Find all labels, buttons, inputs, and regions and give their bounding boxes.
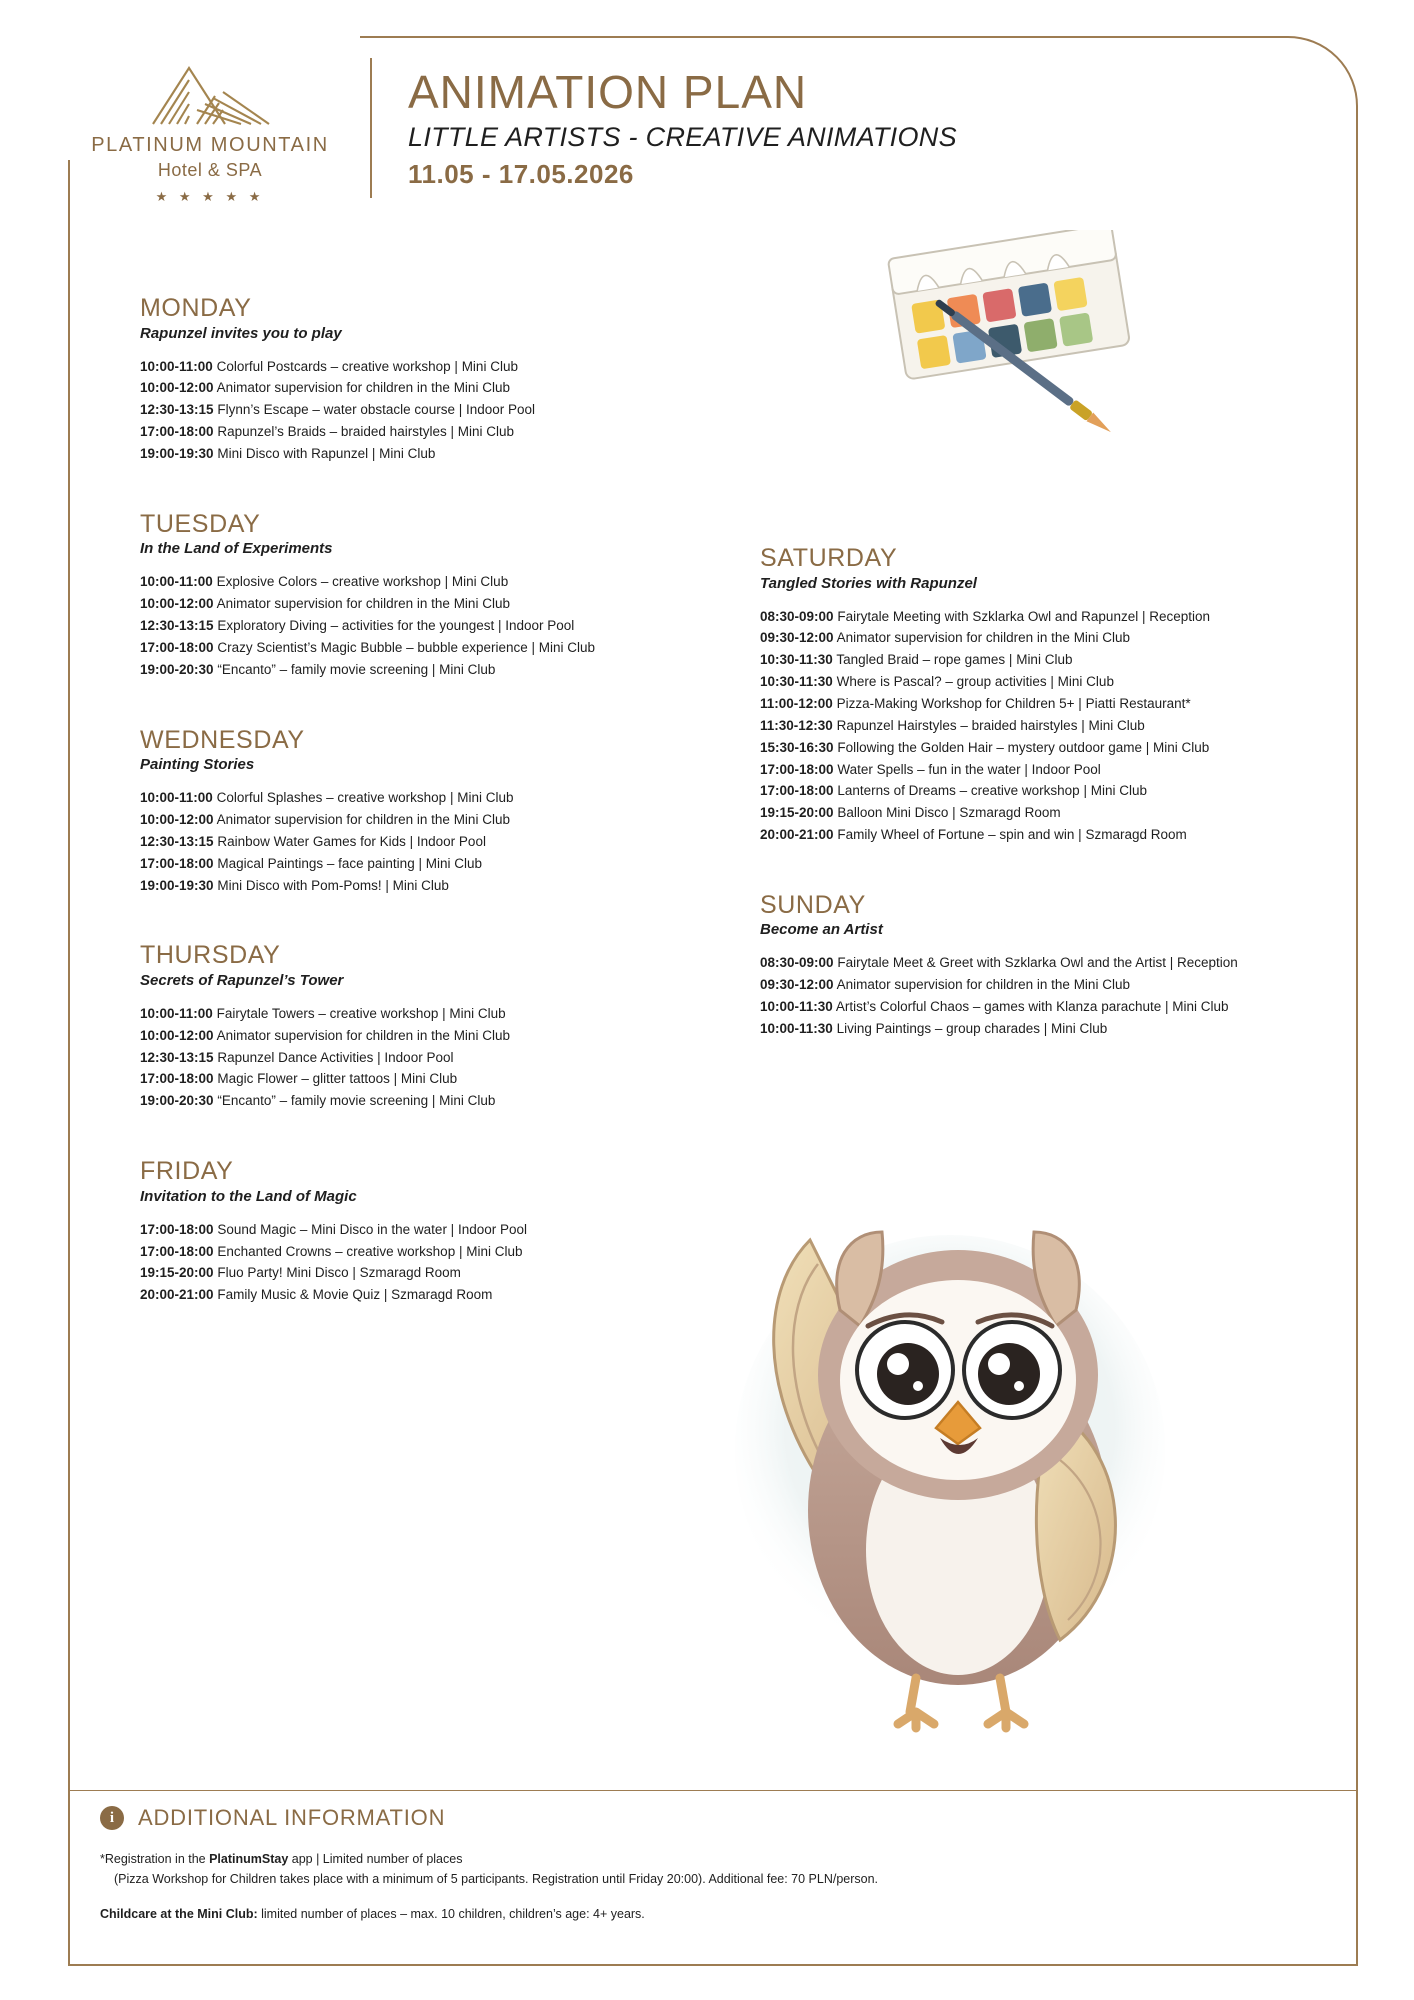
- item-time: 20:00-21:00: [140, 1287, 214, 1303]
- item-time: 19:00-20:30: [140, 661, 214, 677]
- item-text: Fluo Party! Mini Disco | Szmaragd Room: [217, 1265, 461, 1281]
- schedule-item: [760, 693, 1320, 715]
- schedule-item: [140, 853, 700, 875]
- schedule-item: [760, 996, 1320, 1018]
- schedule-item: [760, 627, 1320, 649]
- item-time: 19:15-20:00: [760, 805, 834, 821]
- day-tagline: In the Land of Experiments: [140, 540, 333, 558]
- day-block-saturday: [760, 545, 1320, 846]
- schedule-item: [140, 809, 700, 831]
- item-time: 15:30-16:30: [760, 739, 834, 755]
- schedule-item: [760, 606, 1320, 628]
- day-block-thursday: [140, 942, 700, 1112]
- item-text: Animator supervision for children in the Mini Club: [216, 1027, 510, 1043]
- schedule-item: [140, 875, 700, 897]
- date-range: 11.05 - 17.05.2026: [408, 159, 634, 190]
- item-text: Rapunzel Dance Activities | Indoor Pool: [217, 1049, 454, 1065]
- brand-name: PLATINUM MOUNTAIN: [91, 134, 329, 156]
- item-time: 12:30-13:15: [140, 833, 214, 849]
- page-title: ANIMATION PLAN: [408, 66, 808, 118]
- footer-registration-note: [100, 1849, 1320, 1869]
- day-name: SUNDAY: [760, 890, 866, 919]
- item-time: 10:00-12:00: [140, 1027, 214, 1043]
- item-text: “Encanto” – family movie screening | Mini Club: [217, 661, 496, 677]
- item-text: “Encanto” – family movie screening | Mini Club: [217, 1093, 496, 1109]
- item-time: 09:30-12:00: [760, 630, 834, 646]
- item-time: 12:30-13:15: [140, 402, 214, 418]
- schedule-item: [760, 649, 1320, 671]
- footer-heading: [100, 1805, 1320, 1831]
- item-time: 17:00-18:00: [140, 424, 214, 440]
- item-time: 17:00-18:00: [140, 639, 214, 655]
- item-time: 17:00-18:00: [140, 1071, 214, 1087]
- brand-subtitle: Hotel & SPA: [157, 160, 263, 180]
- item-time: 17:00-18:00: [140, 1243, 214, 1259]
- item-text: Explosive Colors – creative workshop | Mini Club: [216, 574, 509, 590]
- item-time: 17:00-18:00: [760, 783, 834, 799]
- item-text: Colorful Postcards – creative workshop | Mini Club: [216, 358, 518, 374]
- footer: [100, 1805, 1320, 1924]
- item-text: Fairytale Towers – creative workshop | Mini Club: [216, 1005, 506, 1021]
- schedule-item: [140, 1262, 700, 1284]
- schedule-item: [760, 759, 1320, 781]
- schedule-item: [140, 1068, 700, 1090]
- day-name: WEDNESDAY: [140, 725, 305, 754]
- item-time: 17:00-18:00: [140, 1221, 214, 1237]
- day-block-friday: [140, 1158, 700, 1306]
- schedule-item: [140, 1219, 700, 1241]
- footer-line1-prefix: *Registration in the: [100, 1852, 210, 1866]
- schedule-item: [760, 1018, 1320, 1040]
- schedule-item: [760, 974, 1320, 996]
- watercolor-palette-illustration: [885, 230, 1175, 460]
- schedule-item: [760, 715, 1320, 737]
- item-time: 10:00-11:00: [140, 358, 213, 374]
- item-text: Water Spells – fun in the water | Indoor Pool: [837, 761, 1101, 777]
- owl-mascot-illustration: [700, 1180, 1220, 1780]
- schedule-item: [140, 1090, 700, 1112]
- title-block: [408, 40, 957, 190]
- schedule-item: [760, 802, 1320, 824]
- schedule-item: [140, 571, 700, 593]
- item-text: Artist’s Colorful Chaos – games with Klanza parachute | Mini Club: [835, 999, 1229, 1015]
- app-name: PlatinumStay: [209, 1852, 289, 1866]
- header: [60, 40, 1180, 220]
- item-text: Following the Golden Hair – mystery outdoor game | Mini Club: [837, 739, 1210, 755]
- item-time: 19:15-20:00: [140, 1265, 214, 1281]
- item-text: Exploratory Diving – activities for the youngest | Indoor Pool: [217, 618, 575, 634]
- item-time: 19:00-20:30: [140, 1093, 214, 1109]
- day-name: MONDAY: [140, 294, 252, 322]
- schedule-item: [140, 399, 700, 421]
- schedule-item: [140, 615, 700, 637]
- item-time: 19:00-19:30: [140, 877, 214, 893]
- item-time: 17:00-18:00: [140, 855, 214, 871]
- day-tagline: Secrets of Rapunzel’s Tower: [140, 971, 344, 989]
- item-text: Animator supervision for children in the Mini Club: [216, 811, 510, 827]
- item-text: Family Wheel of Fortune – spin and win | Szmaragd Room: [837, 827, 1187, 843]
- schedule-item: [140, 1047, 700, 1069]
- item-time: 08:30-09:00: [760, 608, 834, 624]
- schedule-item: [140, 637, 700, 659]
- day-block-monday: [140, 295, 700, 465]
- header-divider: [370, 58, 372, 198]
- item-time: 09:30-12:00: [760, 977, 834, 993]
- item-time: 10:00-11:00: [140, 1005, 213, 1021]
- schedule-item: [760, 671, 1320, 693]
- mountain-logo-icon: [145, 58, 275, 128]
- schedule-item: [760, 780, 1320, 802]
- footer-pizza-note: (Pizza Workshop for Children takes place with a minimum of 5 participants. Registration until Friday 20:00). Additional fee: 70 PLN/person.: [114, 1872, 879, 1887]
- item-text: Mini Disco with Pom-Poms! | Mini Club: [217, 877, 449, 893]
- day-name: FRIDAY: [140, 1157, 234, 1186]
- day-tagline: Tangled Stories with Rapunzel: [760, 574, 977, 592]
- item-text: Flynn’s Escape – water obstacle course | Indoor Pool: [217, 402, 536, 418]
- schedule-item: [140, 1241, 700, 1263]
- brand-stars: ★ ★ ★ ★ ★: [155, 189, 265, 204]
- item-time: 12:30-13:15: [140, 1049, 214, 1065]
- schedule-item: [140, 831, 700, 853]
- item-text: Balloon Mini Disco | Szmaragd Room: [837, 805, 1061, 821]
- footer-line1-suffix: app | Limited number of places: [288, 1852, 463, 1866]
- brand-logo: [60, 40, 360, 205]
- item-text: Magical Paintings – face painting | Mini Club: [217, 855, 482, 871]
- item-text: Animator supervision for children in the Mini Club: [836, 630, 1130, 646]
- childcare-label: Childcare at the Mini Club:: [100, 1906, 258, 1921]
- item-text: Tangled Braid – rope games | Mini Club: [836, 652, 1073, 668]
- day-block-tuesday: [140, 511, 700, 681]
- childcare-text: limited number of places – max. 10 children, children’s age: 4+ years.: [257, 1906, 645, 1921]
- schedule-item: [140, 1003, 700, 1025]
- day-block-sunday: [760, 892, 1320, 1040]
- schedule-item: [140, 659, 700, 681]
- item-text: Animator supervision for children in the Mini Club: [216, 596, 510, 612]
- info-icon: i: [100, 1806, 124, 1830]
- schedule-item: [140, 443, 700, 465]
- item-time: 19:00-19:30: [140, 445, 214, 461]
- item-text: Pizza-Making Workshop for Children 5+ | Piatti Restaurant*: [836, 695, 1191, 711]
- day-tagline: Rapunzel invites you to play: [140, 324, 342, 342]
- item-time: 10:00-12:00: [140, 811, 214, 827]
- item-time: 10:00-11:30: [760, 999, 833, 1015]
- schedule-item: [760, 952, 1320, 974]
- item-time: 17:00-18:00: [760, 761, 834, 777]
- item-text: Lanterns of Dreams – creative workshop | Mini Club: [837, 783, 1147, 799]
- item-text: Family Music & Movie Quiz | Szmaragd Room: [217, 1287, 493, 1303]
- day-tagline: Become an Artist: [760, 921, 883, 939]
- footer-title: ADDITIONAL INFORMATION: [138, 1805, 446, 1830]
- item-time: 10:00-11:30: [760, 1021, 833, 1037]
- item-text: Crazy Scientist’s Magic Bubble – bubble experience | Mini Club: [217, 639, 596, 655]
- footer-divider: [70, 1790, 1356, 1791]
- item-text: Fairytale Meeting with Szklarka Owl and Rapunzel | Reception: [837, 608, 1211, 624]
- day-name: SATURDAY: [760, 544, 898, 572]
- item-text: Rainbow Water Games for Kids | Indoor Pool: [217, 833, 486, 849]
- schedule-column-left: [140, 295, 700, 1352]
- schedule-item: [140, 377, 700, 399]
- schedule-item: [140, 356, 700, 378]
- item-text: Rapunzel’s Braids – braided hairstyles | Mini Club: [217, 424, 514, 440]
- schedule-item: [760, 824, 1320, 846]
- item-text: Sound Magic – Mini Disco in the water | Indoor Pool: [217, 1221, 527, 1237]
- schedule-item: [140, 1284, 700, 1306]
- page-subtitle: LITTLE ARTISTS - CREATIVE ANIMATIONS: [408, 122, 957, 153]
- item-text: Fairytale Meet & Greet with Szklarka Owl and the Artist | Reception: [837, 955, 1238, 971]
- item-time: 20:00-21:00: [760, 827, 834, 843]
- schedule-item: [140, 593, 700, 615]
- item-text: Rapunzel Hairstyles – braided hairstyles | Mini Club: [836, 717, 1145, 733]
- schedule-column-right: [760, 545, 1320, 1086]
- item-time: 10:00-12:00: [140, 380, 214, 396]
- item-time: 12:30-13:15: [140, 618, 214, 634]
- item-text: Colorful Splashes – creative workshop | Mini Club: [216, 790, 514, 806]
- schedule-item: [140, 787, 700, 809]
- item-text: Magic Flower – glitter tattoos | Mini Club: [217, 1071, 458, 1087]
- item-time: 10:00-11:00: [140, 790, 213, 806]
- schedule-item: [140, 421, 700, 443]
- day-tagline: Invitation to the Land of Magic: [140, 1187, 357, 1205]
- item-time: 08:30-09:00: [760, 955, 834, 971]
- day-name: TUESDAY: [140, 509, 261, 538]
- item-text: Where is Pascal? – group activities | Mini Club: [836, 674, 1114, 690]
- item-time: 10:00-12:00: [140, 596, 214, 612]
- item-time: 10:30-11:30: [760, 674, 833, 690]
- day-block-wednesday: [140, 727, 700, 897]
- item-time: 10:30-11:30: [760, 652, 833, 668]
- day-tagline: Painting Stories: [140, 756, 255, 774]
- item-text: Animator supervision for children in the Mini Club: [216, 380, 510, 396]
- item-text: Animator supervision for children in the Mini Club: [836, 977, 1130, 993]
- footer-childcare-note: [100, 1904, 1320, 1924]
- item-text: Mini Disco with Rapunzel | Mini Club: [217, 445, 436, 461]
- day-name: THURSDAY: [140, 941, 281, 970]
- item-time: 11:00-12:00: [760, 695, 833, 711]
- item-time: 10:00-11:00: [140, 574, 213, 590]
- item-text: Enchanted Crowns – creative workshop | Mini Club: [217, 1243, 523, 1259]
- item-time: 11:30-12:30: [760, 717, 833, 733]
- schedule-item: [760, 737, 1320, 759]
- schedule-item: [140, 1025, 700, 1047]
- item-text: Living Paintings – group charades | Mini Club: [836, 1021, 1108, 1037]
